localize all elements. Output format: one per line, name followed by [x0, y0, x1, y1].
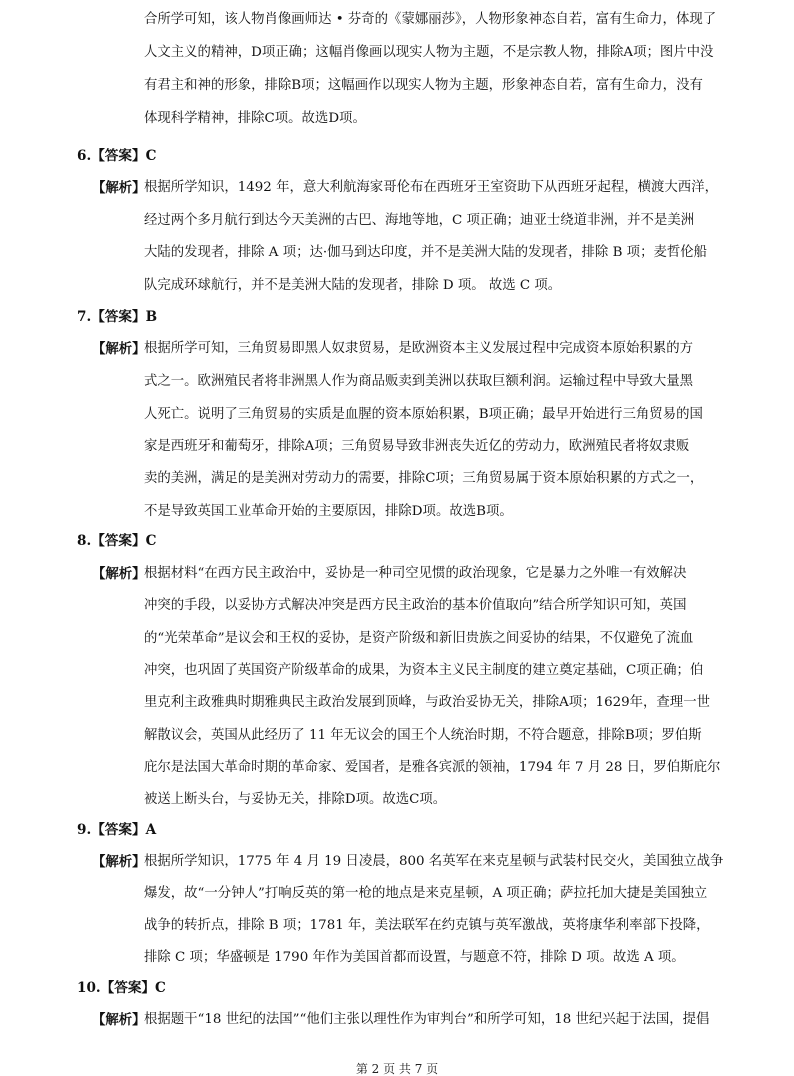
question-9-analysis-line: 根据所学知识，1775 年 4 月 19 日凌晨，800 名英军在来克星顿与武装村民交火，美国独立战争	[144, 854, 724, 869]
question-9-analysis-line: 爆发，故“一分钟人”打响反英的第一枪的地点是来克星顿，A 项正确；萨拉托加大捷是美国独立	[144, 886, 708, 901]
question-8-analysis-line: 的“光荣革命”是议会和王权的妥协，是资产阶级和新旧贵族之间妥协的结果，不仅避免了流血	[144, 631, 694, 646]
question-7-analysis-line: 卖的美洲，满足的是美洲对劳动力的需要，排除C项；三角贸易属于资本原始积累的方式之一，	[144, 471, 704, 486]
question-10-analysis-label: 【解析】	[92, 1012, 146, 1028]
question-10-answer: 10.【答案】C	[77, 980, 166, 996]
question-7-analysis-line: 式之一。欧洲殖民者将非洲黑人作为商品贩卖到美洲以获取巨额利润。运输过程中导致大量黑	[144, 374, 694, 389]
question-8-analysis-line: 里克利主政雅典时期雅典民主政治发展到顶峰，与政治妥协无关，排除A项；1629年，查理一世	[144, 695, 710, 710]
question-6-analysis-label: 【解析】	[92, 180, 146, 196]
question-7-analysis-line: 家是西班牙和葡萄牙，排除A项；三角贸易导致非洲丧失近亿的劳动力，欧洲殖民者将奴隶贩	[144, 439, 690, 454]
question-8-analysis-line: 庇尔是法国大革命时期的革命家、爱国者，是雅各宾派的领袖，1794 年 7 月 28 日，罗伯斯庇尔	[144, 760, 721, 775]
question-6-analysis-line: 队完成环球航行，并不是美洲大陆的发现者，排除 D 项。 故选 C 项。	[144, 278, 562, 293]
paragraph-line: 体现科学精神，排除C项。故选D项。	[144, 111, 366, 126]
question-8-analysis-line: 被送上断头台，与妥协无关，排除D项。故选C项。	[144, 792, 447, 807]
question-7-analysis-line: 不是导致英国工业革命开始的主要原因，排除D项。故选B项。	[144, 504, 513, 519]
page-number: 第 2 页 共 7 页	[355, 1062, 439, 1076]
question-6-analysis-line: 大陆的发现者，排除 A 项；达·伽马到达印度，并不是美洲大陆的发现者，排除 B 项；麦哲伦船	[144, 245, 708, 260]
question-7-analysis-line: 人死亡。说明了三角贸易的实质是血腥的资本原始积累，B项正确；最早开始进行三角贸易的国	[144, 407, 703, 422]
question-7-analysis-label: 【解析】	[92, 341, 146, 357]
paragraph-line: 人文主义的精神，D项正确；这幅肖像画以现实人物为主题，不是宗教人物，排除A项；图片中没	[144, 45, 714, 60]
question-6-analysis-line: 经过两个多月航行到达今天美洲的古巴、海地等地，C 项正确；迪亚士绕道非洲，并不是美洲	[144, 213, 695, 228]
question-8-analysis-line: 根据材料“在西方民主政治中，妥协是一种司空见惯的政治现象，它是暴力之外唯一有效解决	[144, 566, 687, 581]
question-9-analysis-line: 战争的转折点，排除 B 项；1781 年，美法联军在约克镇与英军激战，英将康华利率部下投降，	[144, 918, 710, 933]
question-8-analysis-label: 【解析】	[92, 566, 146, 582]
question-8-answer: 8.【答案】C	[77, 533, 157, 549]
question-8-analysis-line: 冲突的手段，以妥协方式解决冲突是西方民主政治的基本价值取向”结合所学知识可知，英国	[144, 598, 687, 613]
question-9-answer: 9.【答案】A	[77, 822, 157, 838]
question-10-analysis-line: 根据题干“18 世纪的法国”“他们主张以理性作为审判台”和所学可知，18 世纪兴起于法国，提倡	[144, 1012, 710, 1027]
question-8-analysis-line: 冲突，也巩固了英国资产阶级革命的成果，为资本主义民主制度的建立奠定基础，C项正确；伯	[144, 663, 704, 678]
paragraph-line: 合所学可知，该人物肖像画师达 • 芬奇的《蒙娜丽莎》，人物形象神态自若，富有生命力，体现了	[144, 12, 717, 27]
question-9-analysis-label: 【解析】	[92, 854, 146, 870]
question-7-answer: 7.【答案】B	[77, 309, 158, 325]
question-6-analysis-line: 根据所学知识，1492 年，意大利航海家哥伦布在西班牙王室资助下从西班牙起程，横渡大西洋，	[144, 180, 718, 195]
question-7-analysis-line: 根据所学可知，三角贸易即黑人奴隶贸易，是欧洲资本主义发展过程中完成资本原始积累的方	[144, 341, 694, 356]
question-9-analysis-line: 排除 C 项；华盛顿是 1790 年作为美国首都而设置，与题意不符，排除 D 项。故选 A 项。	[144, 950, 685, 965]
question-6-answer: 6.【答案】C	[77, 148, 157, 164]
question-8-analysis-line: 解散议会，英国从此经历了 11 年无议会的国王个人统治时期，不符合题意，排除B项；罗伯斯	[144, 728, 702, 743]
paragraph-line: 有君主和神的形象，排除B项；这幅画作以现实人物为主题，形象神态自若，富有生命力，没有	[144, 78, 703, 93]
